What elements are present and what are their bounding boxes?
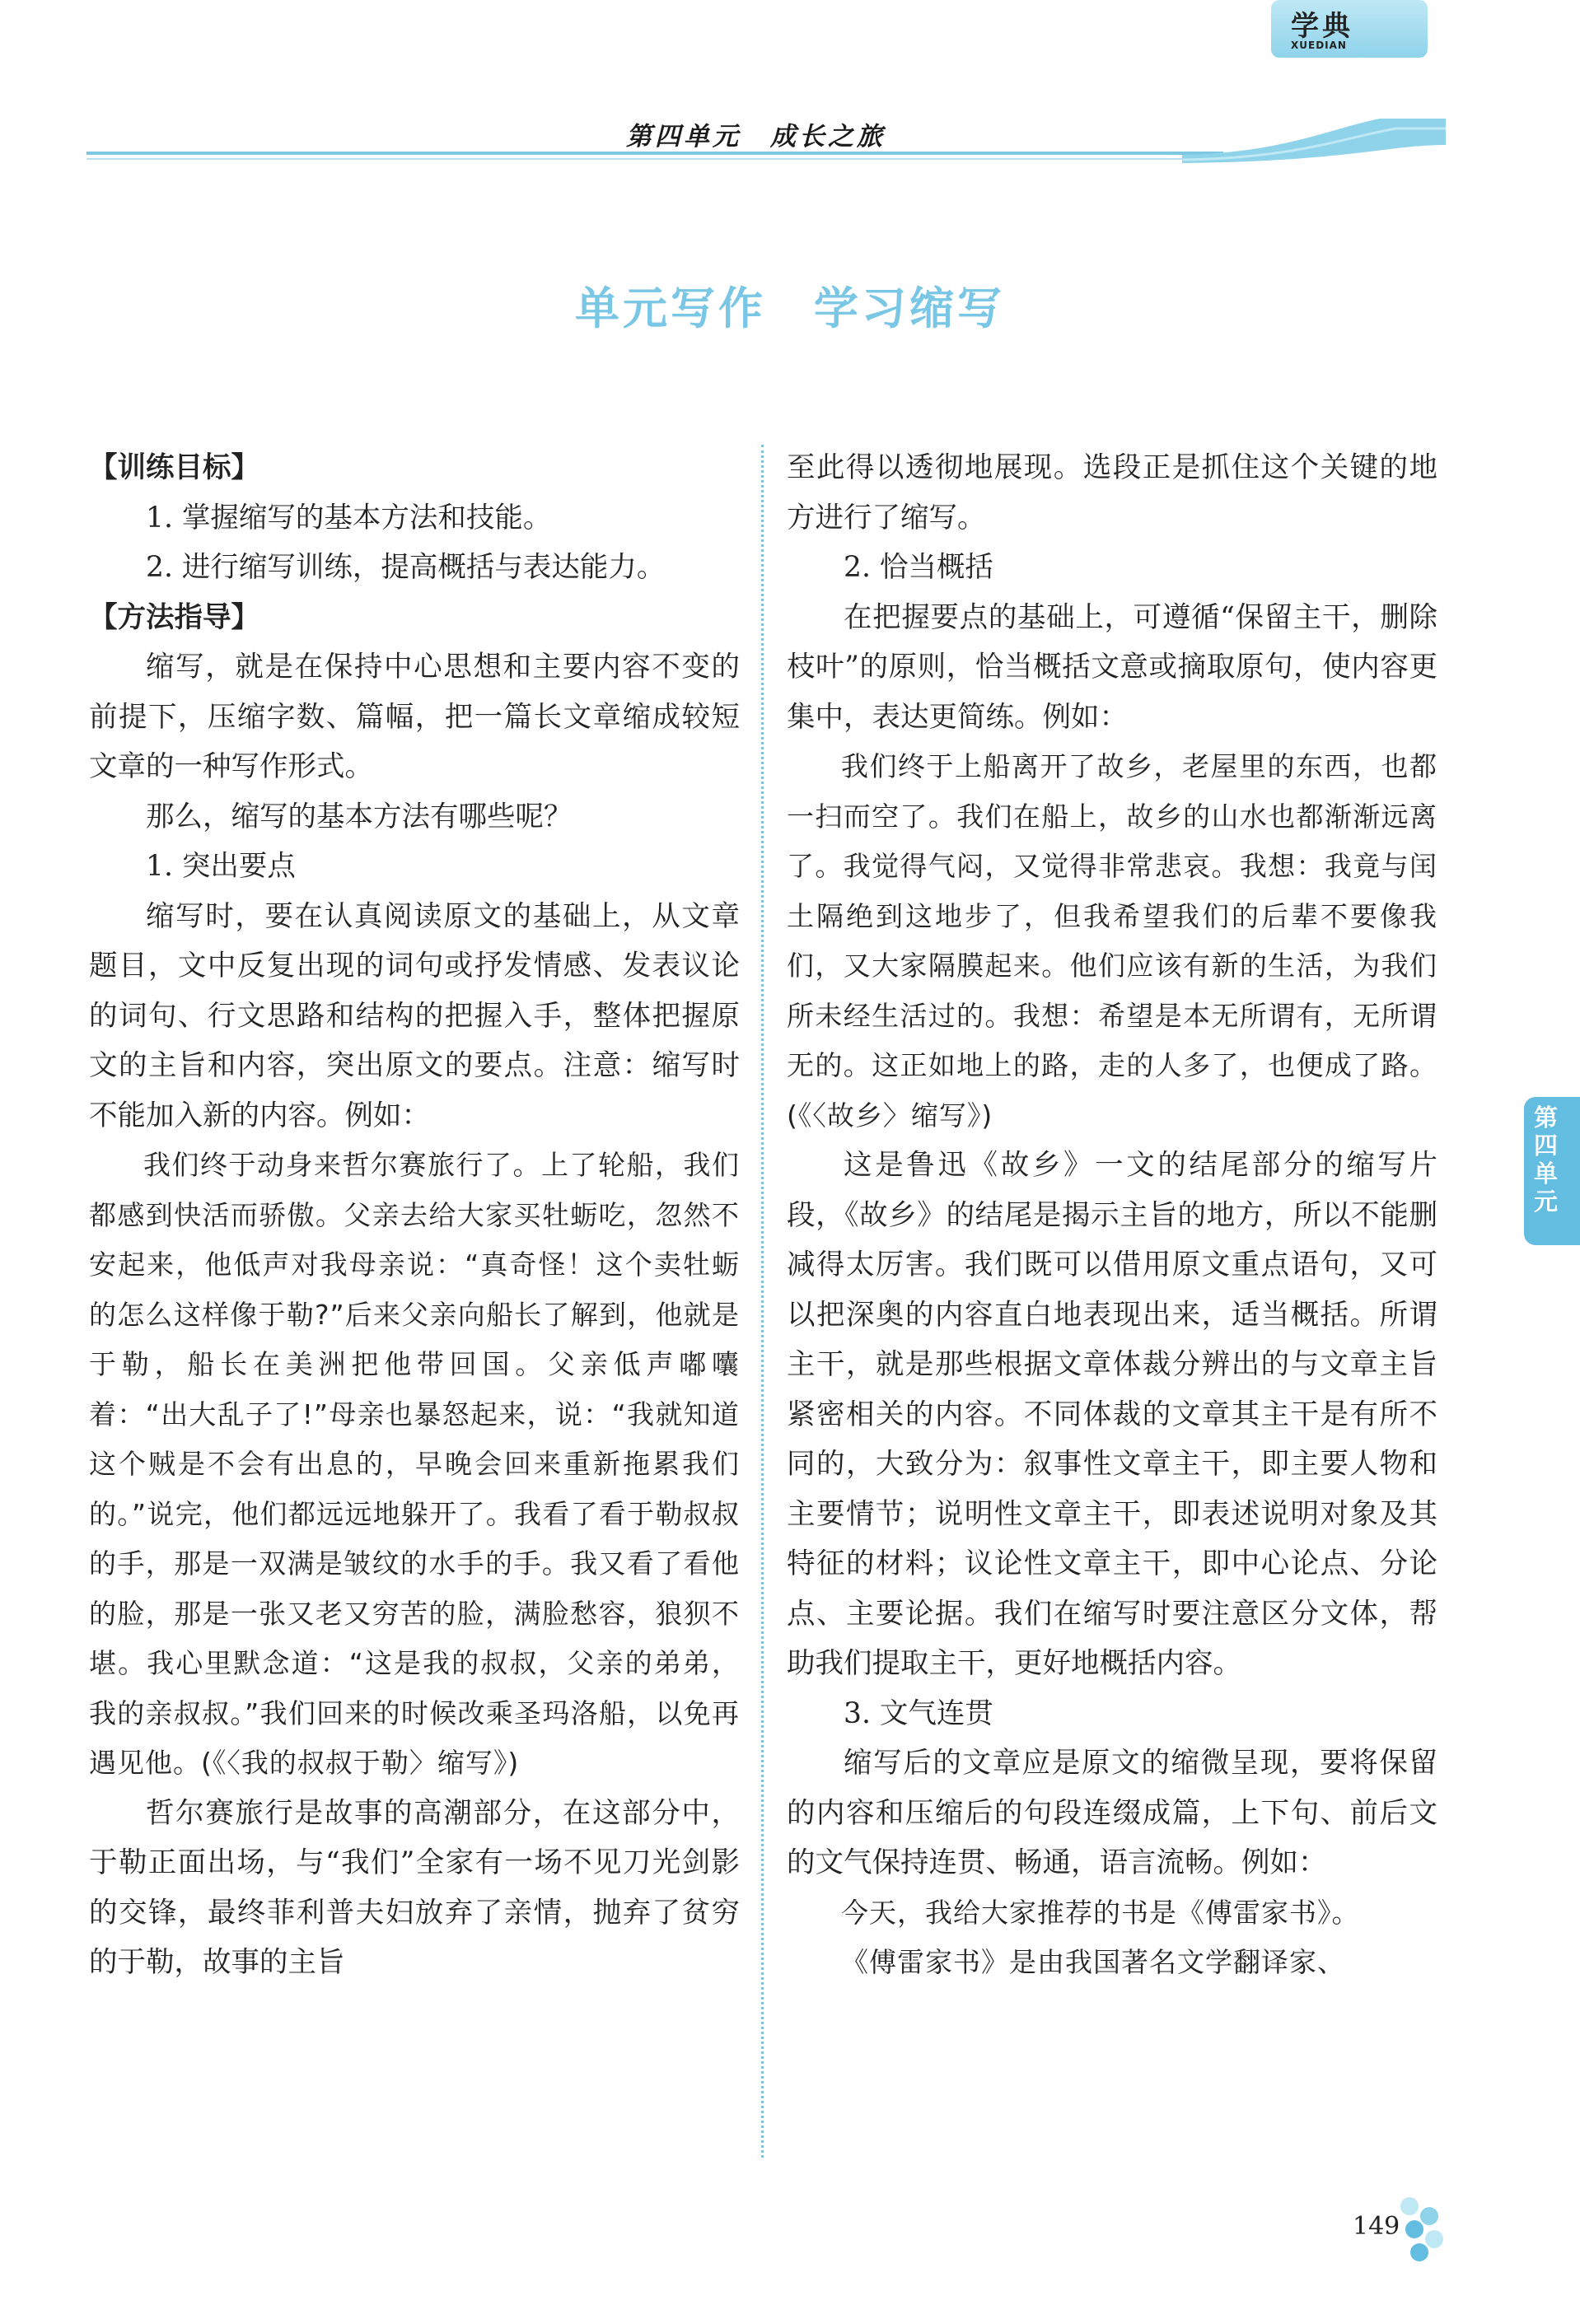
publisher-logo-subtext: XUEDIAN xyxy=(1291,40,1347,51)
paragraph: 那么，缩写的基本方法有哪些呢？ xyxy=(146,800,573,833)
paragraph: 缩写时，要在认真阅读原文的基础上，从文章题目，文中反复出现的词句或抒发情感、发表议论的词句、行文思路和结构的把握入手，整体把握原文的主旨和内容，突出原文的要点。注意：缩写时不能加入新的内容。例如： xyxy=(89,899,740,1132)
decor-dot-icon xyxy=(1405,2220,1423,2238)
paragraph: 2. 进行缩写训练，提高概括与表达能力。 xyxy=(146,551,666,584)
decor-dot-icon xyxy=(1420,2207,1438,2225)
page-number: 149 xyxy=(1353,2212,1400,2241)
example-paragraph: 《傅雷家书》是由我国著名文学翻译家、 xyxy=(841,1946,1345,1978)
paragraph: 缩写，就是在保持中心思想和主要内容不变的前提下，压缩字数、篇幅，把一篇长文章缩成较短文章的一种写作形式。 xyxy=(89,651,740,783)
paragraph: 至此得以透彻地展现。选段正是抓住这个关键的地方进行了缩写。 xyxy=(787,451,1437,534)
paragraph: 1. 掌握缩写的基本方法和技能。 xyxy=(146,501,552,534)
page-title: 单元写作 学习缩写 xyxy=(575,282,1005,334)
paragraph: 2. 恰当概括 xyxy=(844,551,993,584)
running-header xyxy=(86,105,1437,171)
example-paragraph: 我们终于动身来哲尔赛旅行了。上了轮船，我们都感到快活而骄傲。父亲去给大家买牡蛎吃，忽然不安起来，他低声对我母亲说：“真奇怪！这个卖牡蛎的怎么这样像于勒?”后来父亲向船长了解到，他就是于勒，船长在美洲把他带回国。父亲低声嘟囔着：“出大乱子了!”母亲也暴怒起来，说：“我就知道这个贼是不会有出息的，早晚会回来重新拖累我们的。”说完，他们都远远地躲开了。我看了看于勒叔叔的手，那是一双满是皱纹的水手的手。我又看了看他的脸，那是一张又老又穷苦的脸，满脸愁容，狼狈不堪。我心里默念道：“这是我的叔叔，父亲的弟弟，我的亲叔叔。”我们回来的时候改乘圣玛洛船，以免再遇见他。(《〈我的叔叔于勒〉缩写》) xyxy=(89,1149,740,1779)
left-column xyxy=(89,443,740,1988)
right-column xyxy=(787,443,1437,1988)
example-paragraph: 我们终于上船离开了故乡，老屋里的东西，也都一扫而空了。我们在船上，故乡的山水也都渐渐远离了。我觉得气闷，又觉得非常悲哀。我想：我竟与闰土隔绝到这地步了，但我希望我们的后辈不要像我们，又大家隔膜起来。他们应该有新的生活，为我们所未经生活过的。我想：希望是本无所谓有，无所谓无的。这正如地上的路，走的人多了，也便成了路。(《〈故乡〉缩写》) xyxy=(787,750,1437,1132)
paragraph: 3. 文气连贯 xyxy=(844,1696,993,1730)
decor-dot-icon xyxy=(1400,2197,1419,2215)
side-tab-label: 第四单元 xyxy=(1534,1104,1559,1216)
publisher-logo-text: 学典 xyxy=(1291,10,1353,43)
column-divider xyxy=(761,445,764,2158)
paragraph: 在把握要点的基础上，可遵循“保留主干，删除枝叶”的原则，恰当概括文意或摘取原句，使内容更集中，表达更简练。例如： xyxy=(787,600,1437,734)
decor-dot-icon xyxy=(1425,2230,1443,2248)
section-heading: 【方法指导】 xyxy=(89,600,259,634)
decor-dot-icon xyxy=(1410,2243,1428,2261)
example-paragraph: 今天，我给大家推荐的书是《傅雷家书》。 xyxy=(841,1896,1360,1929)
paragraph: 1. 突出要点 xyxy=(146,850,296,883)
section-heading: 【训练目标】 xyxy=(89,451,259,484)
header-swoosh-icon xyxy=(1182,112,1446,178)
header-rule-thin xyxy=(86,158,1190,160)
unit-title: 第四单元 成长之旅 xyxy=(626,122,886,152)
paragraph: 这是鲁迅《故乡》一文的结尾部分的缩写片段，《故乡》的结尾是揭示主旨的地方，所以不能删减得太厉害。我们既可以借用原文重点语句，又可以把深奥的内容直白地表现出来，适当概括。所谓主干，就是那些根据文章体裁分辨出的与文章主旨紧密相关的内容。不同体裁的文章其主干是有所不同的，大致分为：叙事性文章主干，即主要人物和主要情节；说明性文章主干，即表述说明对象及其特征的材料；议论性文章主干，即中心论点、分论点、主要论据。我们在缩写时要注意区分文体，帮助我们提取主干，更好地概括内容。 xyxy=(787,1149,1437,1680)
paragraph: 缩写后的文章应是原文的缩微呈现，要将保留的内容和压缩后的句段连缀成篇，上下句、前后文的文气保持连贯、畅通，语言流畅。例如： xyxy=(787,1747,1437,1879)
paragraph: 哲尔赛旅行是故事的高潮部分，在这部分中，于勒正面出场，与“我们”全家有一场不见刀光剑影的交锋，最终菲利普夫妇放弃了亲情，抛弃了贫穷的于勒，故事的主旨 xyxy=(89,1796,740,1979)
